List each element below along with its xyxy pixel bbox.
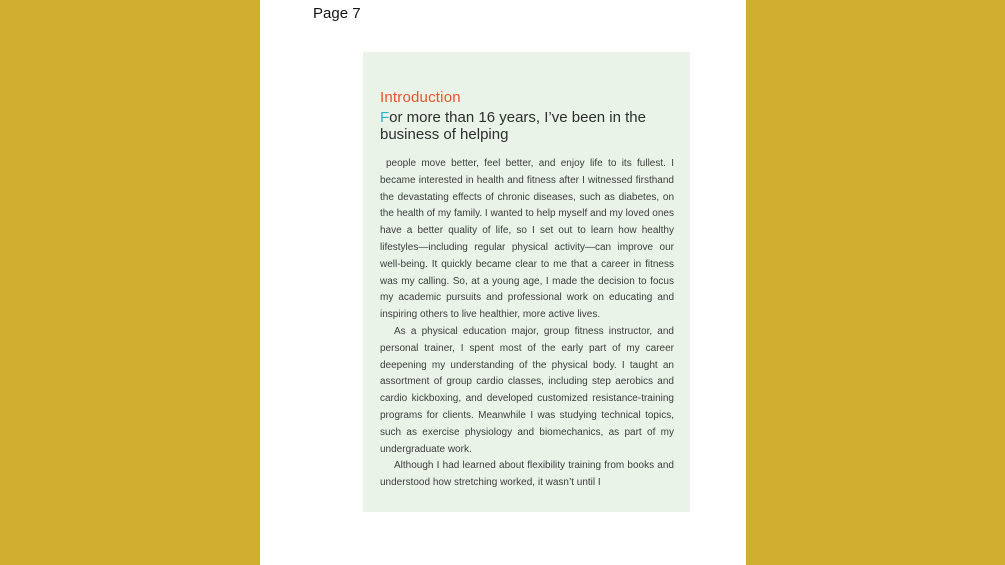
- drop-cap: F: [380, 109, 390, 126]
- paragraph: Although I had learned about flexibility training from books and understood how stretching worked, it wasn’t until I: [380, 460, 674, 489]
- page-number-label: Page 7: [313, 5, 361, 22]
- section-heading: Introduction: [380, 89, 461, 106]
- chapter-subtitle: [380, 109, 674, 143]
- page-panel: [260, 0, 746, 565]
- book-page: [363, 52, 690, 512]
- paragraph: people move better, feel better, and enjoy life to its fullest. I became interested in health and fitness after I witnessed firsthand the devastating effects of chronic diseases, such as diabetes, on the health of my family. I wanted to help myself and my loved ones have a better quality of life, so I set out to learn how healthy lifestyles—including regular physical activity—can improve our well-being. It quickly became clear to me that a career in fitness was my calling. So, at a young age, I made the decision to focus my academic pursuits and professional work on educating and inspiring others to live healthier, more active lives.: [380, 158, 674, 321]
- subtitle-text: or more than 16 years, I’ve been in the business of helping: [380, 109, 646, 143]
- paragraph: As a physical education major, group fitness instructor, and personal trainer, I spent most of the early part of my career deepening my understanding of the physical body. I taught an assortment of group cardio classes, including step aerobics and cardio kickboxing, and developed customized resistance-training programs for clients. Meanwhile I was studying technical topics, such as exercise physiology and biomechanics, as part of my undergraduate work.: [380, 325, 674, 455]
